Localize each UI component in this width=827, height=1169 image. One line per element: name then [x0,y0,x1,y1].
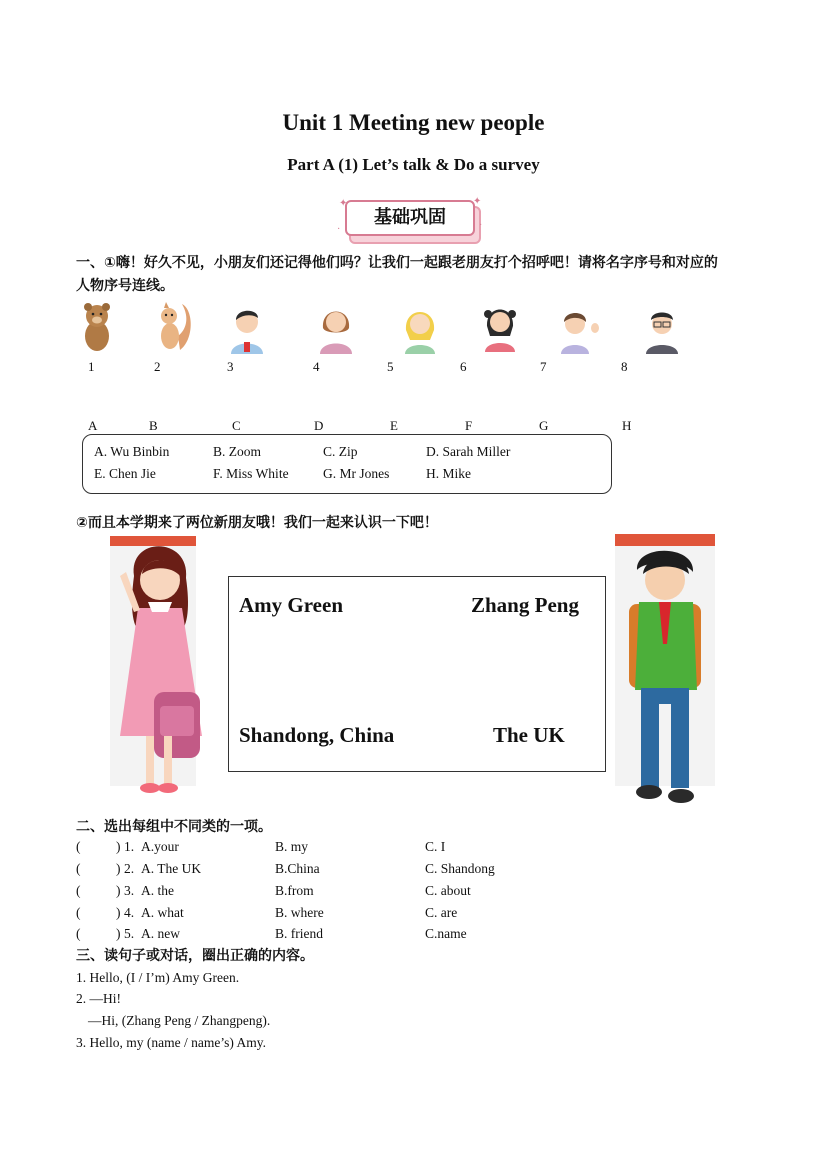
sparkle-icon: ✦ [473,196,482,207]
name-option: D. Sarah Miller [426,444,511,459]
answer-paren-open: ( [76,861,81,876]
answer-paren-close: ) [116,883,121,898]
figure-number: 4 [313,359,320,374]
answer-paren-open: ( [76,839,81,854]
item-number: 4. [124,905,135,920]
figure-number: 2 [154,359,161,374]
figure-number: 7 [540,359,547,374]
match-letter: H [622,418,632,433]
option-c: C.name [425,926,467,941]
sentence-line: —Hi, (Zhang Peng / Zhangpeng). [88,1013,271,1028]
match-letter: F [465,418,473,433]
sparkle-icon: · [337,224,341,235]
man-glasses-icon [642,302,682,354]
option-b: B.from [275,883,314,898]
option-a: A.your [141,839,179,854]
option-c: C. Shandong [425,861,495,876]
answer-paren-open: ( [76,926,81,941]
option-c: C. are [425,905,458,920]
item-number: 3. [124,883,135,898]
answer-paren-open: ( [76,883,81,898]
name-options-box [82,434,612,494]
option-a: A. what [141,905,184,920]
figure-number: 6 [460,359,467,374]
item-number: 2. [124,861,135,876]
option-b: B.China [275,861,320,876]
match-letter: E [390,418,398,433]
answer-paren-open: ( [76,905,81,920]
option-a: A. new [141,926,180,941]
girl-blonde-icon [400,300,440,354]
option-c: C. about [425,883,471,898]
match-letter: B [149,418,158,433]
page-title: Unit 1 Meeting new people [282,110,545,135]
match-letter: D [314,418,324,433]
bear-icon [78,300,116,354]
name-option: G. Mr Jones [323,466,390,481]
answer-paren-close: ) [116,926,121,941]
card-place-right: The UK [493,723,565,747]
match-letter: G [539,418,549,433]
match-letter: C [232,418,241,433]
card-place-left: Shandong, China [239,723,395,747]
answer-paren-close: ) [116,905,121,920]
girl-amy-illustration [110,536,215,808]
section1-instruction-line1: 一、①嗨！好久不见，小朋友们还记得他们吗？让我们一起跟老朋友打个招呼吧！请将名字序号和对应的 [76,255,718,271]
card-name-right: Zhang Peng [471,593,579,617]
section2-instruction: 二、选出每组中不同类的一项。 [76,819,272,835]
name-option: C. Zip [323,444,358,459]
name-option: A. Wu Binbin [94,444,170,459]
new-friends-card [228,576,606,772]
option-b: B. friend [275,926,323,941]
option-c: C. I [425,839,446,854]
option-b: B. where [275,905,324,920]
sparkle-icon: ✦ [339,198,348,209]
page-subtitle: Part A (1) Let’s talk & Do a survey [287,155,540,174]
name-option: F. Miss White [213,466,289,481]
sentence-line: 3. Hello, my (name / name’s) Amy. [76,1035,266,1050]
sentence-line: 1. Hello, (I / I’m) Amy Green. [76,970,240,985]
boy-wave-icon [557,302,601,354]
section3-instruction: 三、读句子或对话，圈出正确的内容。 [76,948,314,964]
boy-zhang-peng-illustration [615,534,717,808]
figure-number: 8 [621,359,628,374]
sentence-line: 2. —Hi! [76,991,121,1006]
figure-number: 1 [88,359,95,374]
name-option: H. Mike [426,466,471,481]
option-a: A. the [141,883,174,898]
woman-icon [316,300,356,354]
item-number: 5. [124,926,135,941]
girl-icon [480,300,520,352]
item-number: 1. [124,839,135,854]
boy-icon [227,302,267,354]
figure-number: 5 [387,359,394,374]
name-option: E. Chen Jie [94,466,156,481]
sparkle-icon: · [479,220,483,231]
option-a: A. The UK [141,861,202,876]
figure-number: 3 [227,359,234,374]
squirrel-icon [152,300,194,354]
option-b: B. my [275,839,309,854]
banner-label: 基础巩固 [345,200,475,236]
name-option: B. Zoom [213,444,262,459]
section1-instruction2: ②而且本学期来了两位新朋友哦！我们一起来认识一下吧！ [76,515,438,531]
section1-instruction-line2: 人物序号连线。 [76,278,174,294]
match-letter: A [88,418,98,433]
card-name-left: Amy Green [239,593,344,617]
answer-paren-close: ) [116,839,121,854]
section-banner [337,196,483,242]
answer-paren-close: ) [116,861,121,876]
